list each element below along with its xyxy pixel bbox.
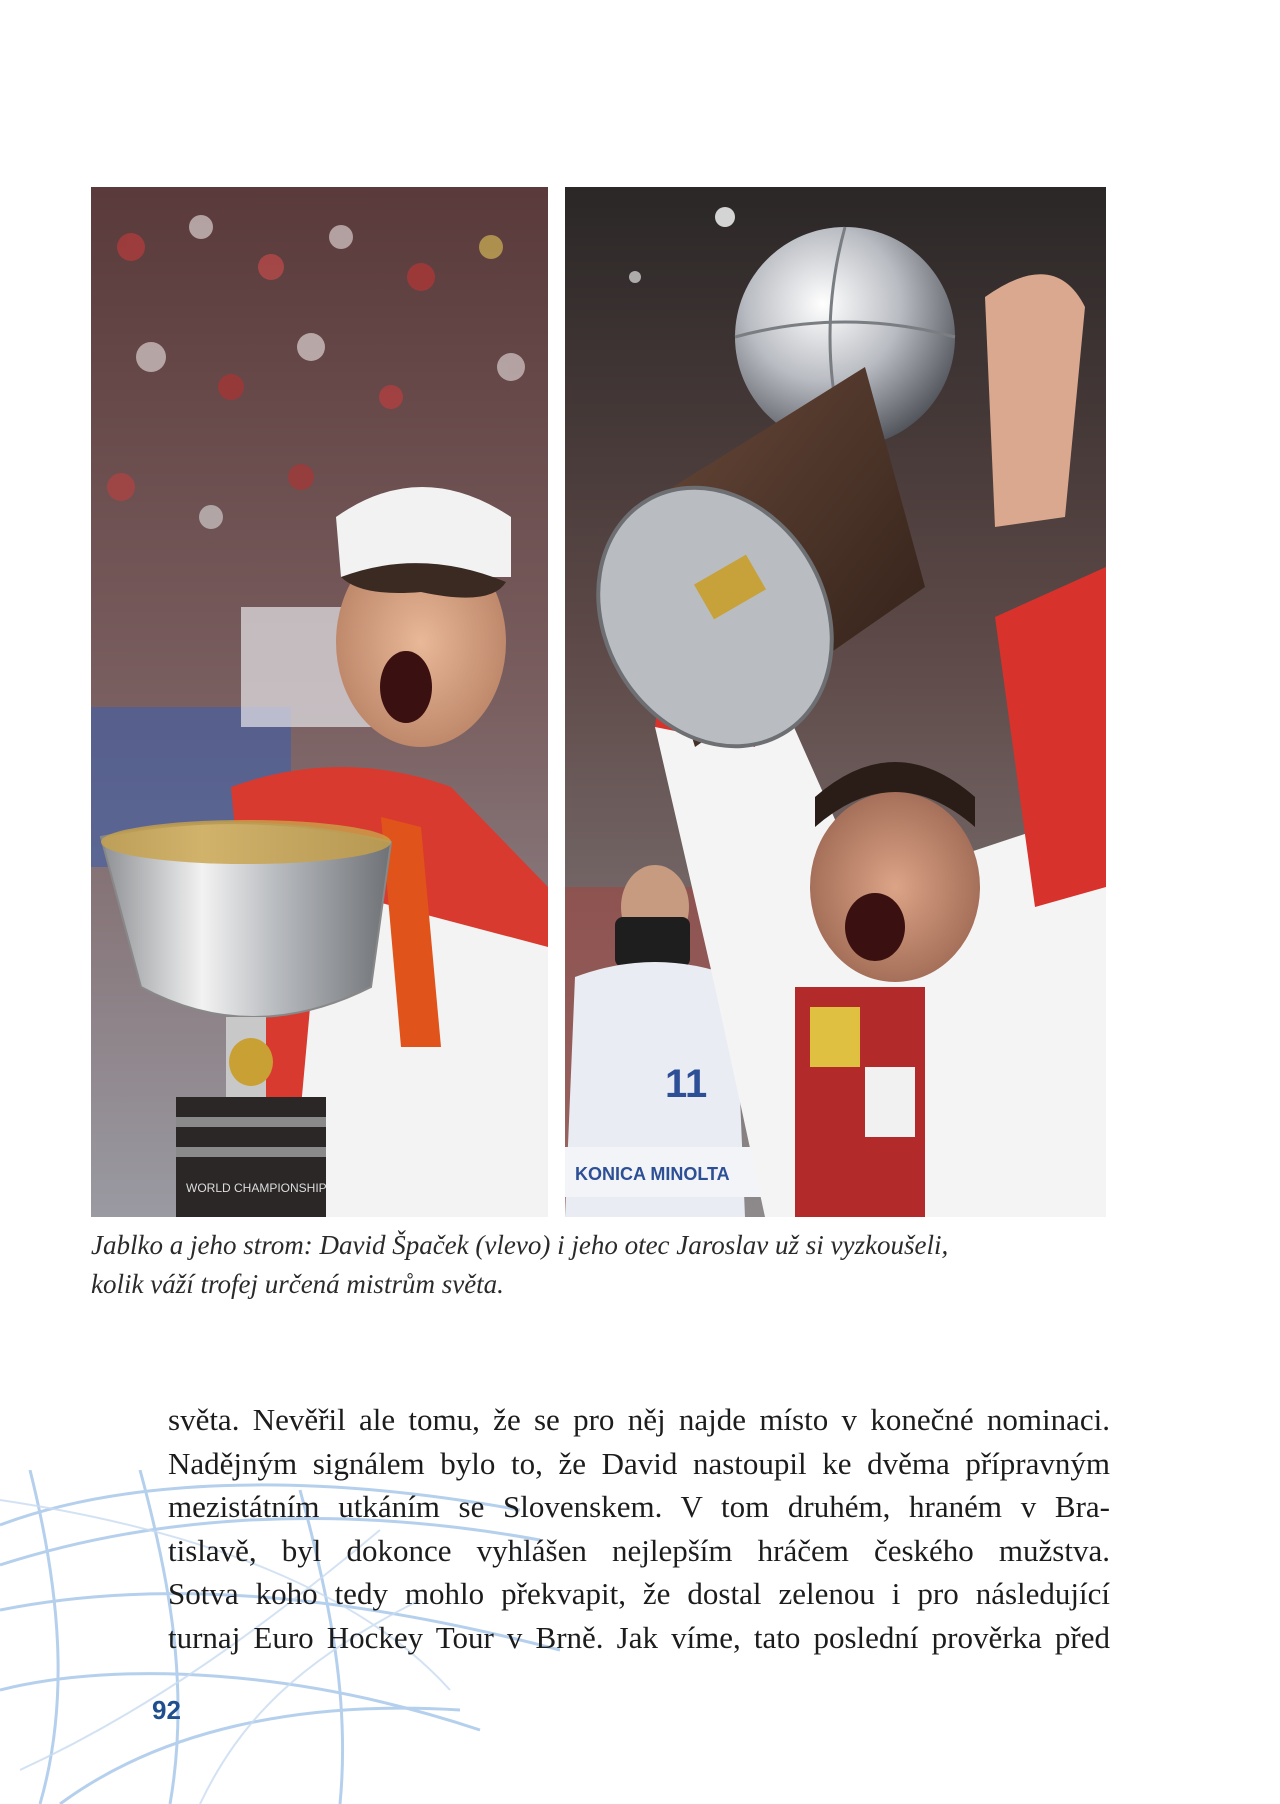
body-paragraph	[168, 1398, 1110, 1659]
photo-caption	[91, 1226, 1111, 1304]
photo-left	[91, 187, 548, 1217]
body-line: tislavě, byl dokonce vyhlášen nejlepším hráčem českého mužstva.	[168, 1532, 1110, 1568]
body-line: Sotva koho tedy mohlo překvapit, že dostal zelenou i pro následující	[168, 1576, 1110, 1611]
body-line: mezistátním utkáním se Slovenskem. V tom druhém, hraném v Bra-	[168, 1489, 1110, 1524]
jersey-number: 11	[665, 1062, 708, 1106]
arena-banner-text: KONICA MINOLTA	[575, 1164, 730, 1184]
page-number: 92	[152, 1695, 181, 1725]
player-lifting-trophy-photo	[91, 187, 548, 1217]
trophy-inscription: WORLD CHAMPIONSHIP	[186, 1181, 327, 1195]
body-line: turnaj Euro Hockey Tour v Brně. Jak víme, tato poslední prověrka před	[168, 1619, 1110, 1655]
body-line: světa. Nevěřil ale tomu, že se pro něj najde místo v konečné nominaci.	[168, 1402, 1110, 1437]
player-raising-trophy-photo	[565, 187, 1106, 1217]
body-line: Nadějným signálem bylo to, že David nastoupil ke dvěma přípravným	[168, 1445, 1110, 1481]
caption-line-2: kolik váží trofej určená mistrům světa.	[91, 1269, 504, 1299]
caption-line-1: Jablko a jeho strom: David Špaček (vlevo) i jeho otec Jaroslav už si vyzkoušeli,	[91, 1230, 949, 1260]
photo-right	[565, 187, 1106, 1217]
